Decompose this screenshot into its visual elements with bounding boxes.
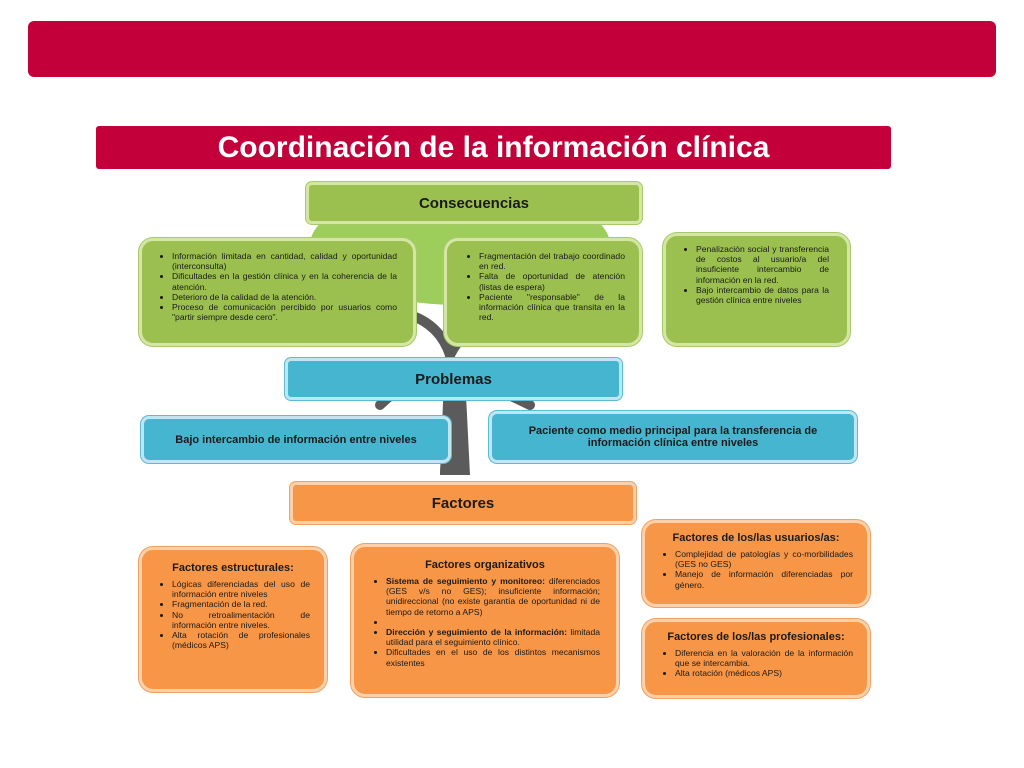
- factores-organizativos-list: [370, 576, 600, 668]
- list-item: • Paciente "responsable" de la información clínica que transita en la red.: [479, 292, 625, 323]
- problemas-right-text: Paciente como medio principal para la transferencia de información clínica entre niveles: [528, 425, 818, 449]
- consecuencias-middle-list: [463, 251, 625, 322]
- consecuencias-header: [306, 182, 642, 224]
- factores-usuarios-title: Factores de los/las usuarios/as:: [672, 532, 840, 544]
- list-item: • Lógicas diferenciadas del uso de información entre niveles: [172, 579, 310, 599]
- problemas-left-text: Bajo intercambio de información entre niveles: [175, 433, 417, 446]
- list-item: • Bajo intercambio de datos para la gestión clínica entre niveles: [696, 285, 829, 305]
- consecuencias-middle-box: [444, 238, 642, 346]
- problemas-header: [285, 358, 622, 400]
- factores-header: [290, 482, 636, 524]
- list-item: • Diferencia en la valoración de la información que se intercambia.: [675, 648, 853, 668]
- list-item: • Proceso de comunicación percibido por usuarios como "partir siempre desde cero".: [172, 302, 397, 322]
- list-item: • Manejo de información diferenciadas por género.: [675, 569, 853, 589]
- list-item: [386, 627, 600, 647]
- factores-estructurales-title: Factores estructurales:: [172, 562, 294, 574]
- list-item: [386, 647, 600, 667]
- list-item: • No retroalimentación de información entre niveles.: [172, 610, 310, 630]
- factores-organizativos-title: Factores organizativos: [425, 559, 545, 571]
- top-banner: [28, 21, 996, 77]
- list-item: • Fragmentación de la red.: [172, 599, 310, 609]
- factores-usuarios-list: [659, 549, 853, 590]
- item-lead: Sistema de seguimiento y monitoreo:: [386, 576, 545, 586]
- item-text: Dificultades en el uso de los distintos mecanismos existentes: [386, 647, 600, 668]
- consecuencias-header-label: Consecuencias: [418, 194, 530, 212]
- item-lead: Dirección y seguimiento de la información:: [386, 627, 567, 638]
- item-text: limitada utilidad para el seguimiento clínico.: [386, 627, 600, 648]
- factores-estructurales-box: [139, 547, 327, 692]
- list-item: • Fragmentación del trabajo coordinado en red.: [479, 251, 625, 271]
- list-item: [386, 576, 600, 617]
- list-item: • Deterioro de la calidad de la atención.: [172, 292, 397, 302]
- slide-title: Coordinación de la información clínica: [96, 126, 891, 169]
- list-item: • Complejidad de patologías y co-morbilidades (GES no GES): [675, 549, 853, 569]
- factores-organizativos-box: [351, 544, 619, 697]
- factores-profesionales-box: [642, 619, 870, 698]
- factores-estructurales-list: [156, 579, 310, 650]
- list-item: • Dificultades en la gestión clínica y en la coherencia de la atención.: [172, 271, 397, 291]
- item-text: diferenciados (GES v/s no GES); insuficiente información; unidireccional (no existe garantía de oportunidad ni de tiempo de retorno a APS): [386, 576, 600, 617]
- problemas-right-box: [489, 411, 857, 463]
- problemas-header-label: Problemas: [415, 370, 492, 388]
- problemas-left-box: [141, 416, 451, 463]
- factores-usuarios-box: [642, 520, 870, 607]
- consecuencias-right-box: [663, 233, 850, 346]
- consecuencias-left-box: [139, 238, 416, 346]
- consecuencias-right-list: [680, 244, 829, 305]
- list-item: • Alta rotación (médicos APS): [675, 668, 853, 678]
- factores-profesionales-title: Factores de los/las profesionales:: [667, 631, 845, 643]
- factores-header-label: Factores: [431, 494, 495, 512]
- list-item: • Información limitada en cantidad, calidad y oportunidad (interconsulta): [172, 251, 397, 271]
- list-item: • Falta de oportunidad de atención (listas de espera): [479, 271, 625, 291]
- list-item: • Alta rotación de profesionales (médicos APS): [172, 630, 310, 650]
- list-item: [386, 617, 600, 627]
- list-item: • Penalización social y transferencia de costos al usuario/a del insuficiente intercambio de información en la red.: [696, 244, 829, 285]
- consecuencias-left-list: [156, 251, 397, 322]
- factores-profesionales-list: [659, 648, 853, 679]
